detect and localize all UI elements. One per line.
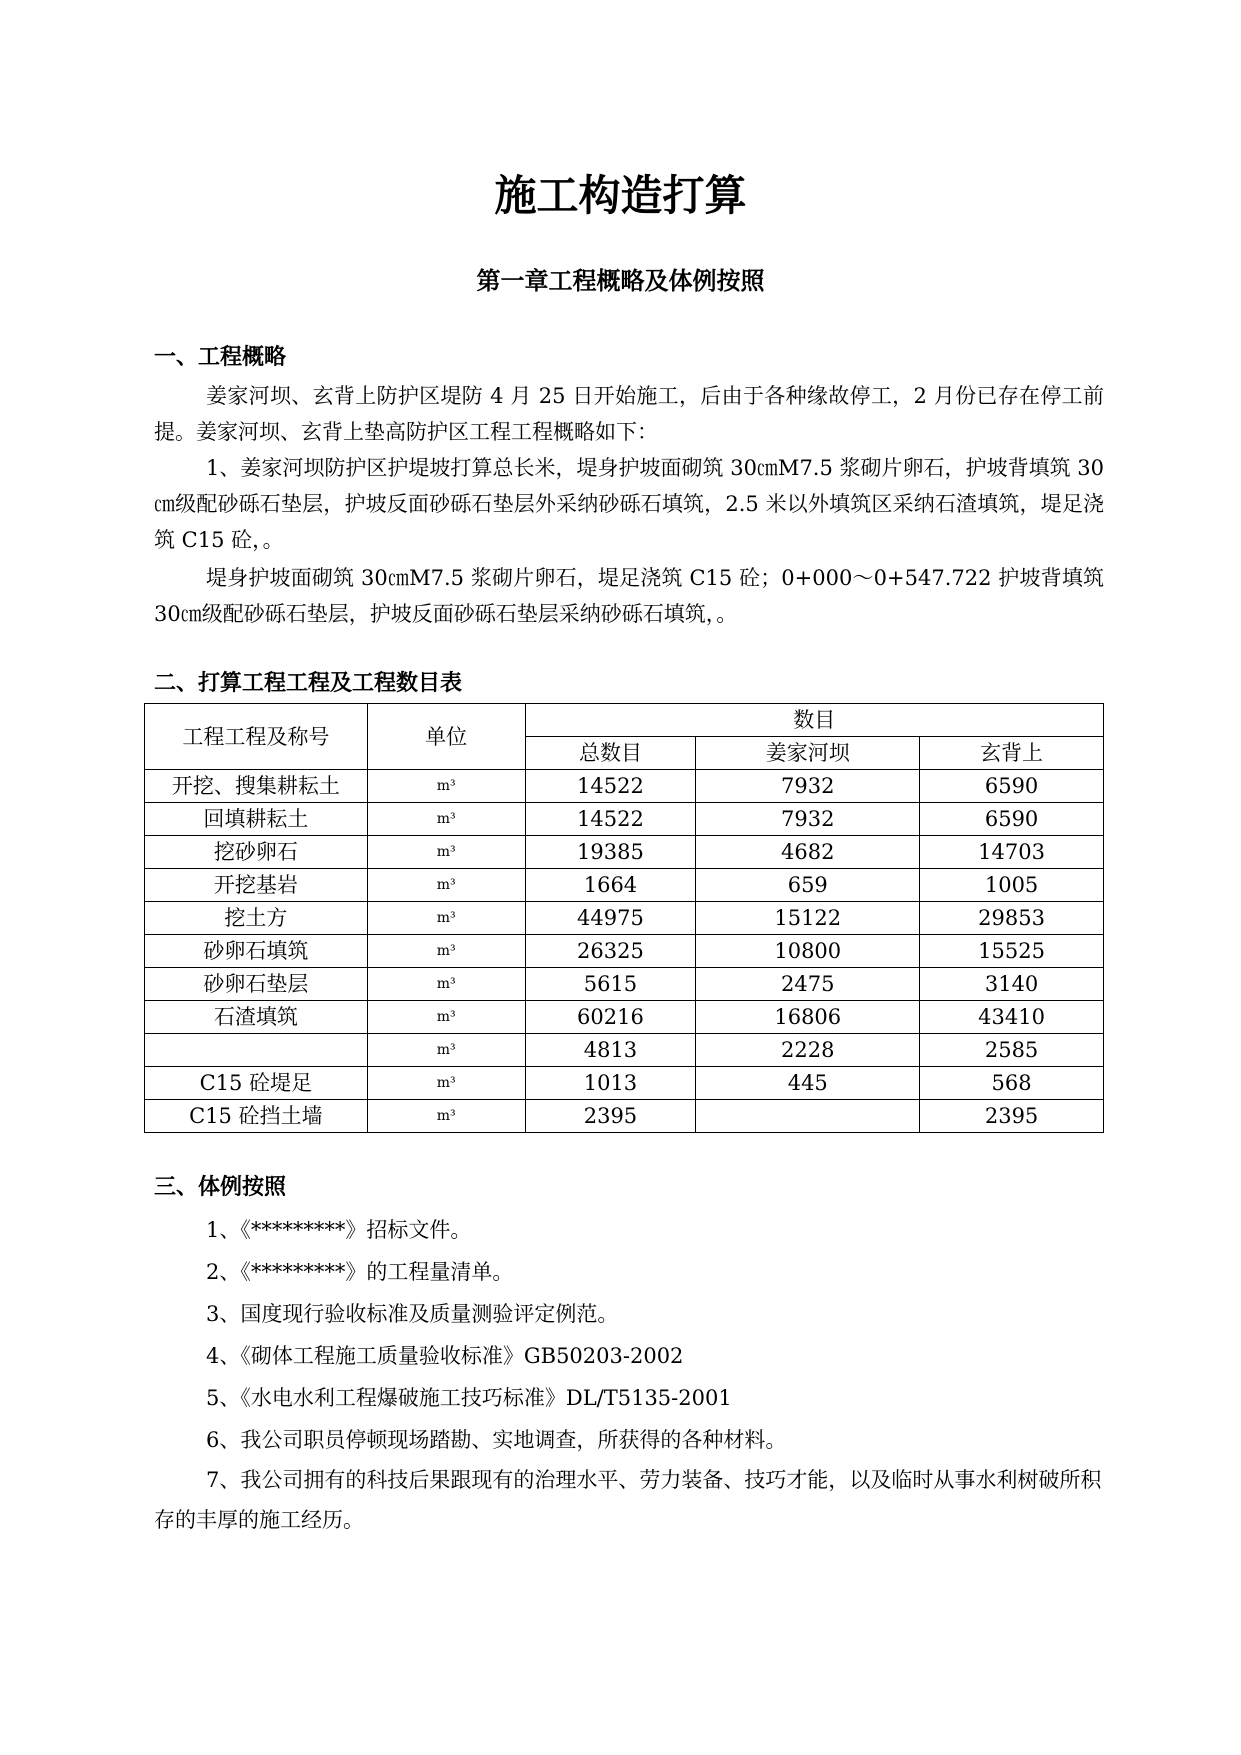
table-row xyxy=(145,770,1104,803)
cell-xuanbeishang: 2395 xyxy=(920,1100,1104,1133)
cell-unit: m³ xyxy=(367,902,525,935)
cell-unit: m³ xyxy=(367,803,525,836)
table-row xyxy=(145,1100,1104,1133)
cell-jiangjiahe: 4682 xyxy=(696,836,920,869)
table-row xyxy=(145,1034,1104,1067)
header-xuanbeishang: 玄背上 xyxy=(920,737,1104,770)
cell-unit: m³ xyxy=(367,1001,525,1034)
section-heading-quantities: 二、打算工程工程及工程数目表 xyxy=(154,671,463,696)
cell-item-name: 砂卵石填筑 xyxy=(145,935,368,968)
table-row xyxy=(145,1001,1104,1034)
cell-xuanbeishang: 43410 xyxy=(920,1001,1104,1034)
table-row xyxy=(145,869,1104,902)
cell-item-name: C15 砼挡土墙 xyxy=(145,1100,368,1133)
cell-total: 5615 xyxy=(525,968,696,1001)
header-quantity: 数目 xyxy=(525,704,1103,737)
cell-total: 1664 xyxy=(525,869,696,902)
cell-xuanbeishang: 2585 xyxy=(920,1034,1104,1067)
cell-total: 60216 xyxy=(525,1001,696,1034)
cell-jiangjiahe: 2228 xyxy=(696,1034,920,1067)
cell-xuanbeishang: 14703 xyxy=(920,836,1104,869)
cell-item-name: 开挖基岩 xyxy=(145,869,368,902)
cell-item-name xyxy=(145,1034,368,1067)
overview-paragraph-3: 堤身护坡面砌筑 30㎝M7.5 浆砌片卵石，堤足浇筑 C15 砼；0+000～0+547.722 护坡背填筑 30㎝级配砂砾石垫层，护坡反面砂砾石垫层采纳砂砾石填筑，。 xyxy=(154,566,1104,626)
header-item-name: 工程工程及称号 xyxy=(145,704,368,770)
basis-item: 6、我公司职员停顿现场踏勘、实地调查，所获得的各种材料。 xyxy=(206,1428,787,1452)
table-row xyxy=(145,968,1104,1001)
cell-jiangjiahe: 10800 xyxy=(696,935,920,968)
cell-total: 14522 xyxy=(525,770,696,803)
overview-paragraph-2: 1、姜家河坝防护区护堤坡打算总长米，堤身护坡面砌筑 30㎝M7.5 浆砌片卵石，护坡背填筑 30㎝级配砂砾石垫层，护坡反面砂砾石垫层外采纳砂砾石填筑，2.5 米以外填筑区采纳石渣填筑，堤足浇筑 C15 砼，。 xyxy=(154,456,1104,552)
cell-xuanbeishang: 29853 xyxy=(920,902,1104,935)
basis-item: 5、《水电水利工程爆破施工技巧标准》DL/T5135-2001 xyxy=(206,1386,732,1410)
chapter-heading: 第一章工程概略及体例按照 xyxy=(476,267,765,295)
cell-jiangjiahe xyxy=(696,1100,920,1133)
cell-total: 2395 xyxy=(525,1100,696,1133)
basis-item: 1、《*********》招标文件。 xyxy=(206,1218,472,1242)
cell-unit: m³ xyxy=(367,968,525,1001)
cell-item-name: 石渣填筑 xyxy=(145,1001,368,1034)
cell-jiangjiahe: 445 xyxy=(696,1067,920,1100)
cell-unit: m³ xyxy=(367,836,525,869)
cell-total: 44975 xyxy=(525,902,696,935)
cell-xuanbeishang: 568 xyxy=(920,1067,1104,1100)
cell-total: 1013 xyxy=(525,1067,696,1100)
document-title: 施工构造打算 xyxy=(494,171,747,220)
header-total: 总数目 xyxy=(525,737,696,770)
cell-item-name: 挖砂卵石 xyxy=(145,836,368,869)
quantity-table xyxy=(144,703,1104,1133)
cell-unit: m³ xyxy=(367,770,525,803)
basis-item: 2、《*********》的工程量清单。 xyxy=(206,1260,514,1284)
table-row xyxy=(145,803,1104,836)
cell-total: 26325 xyxy=(525,935,696,968)
cell-xuanbeishang: 6590 xyxy=(920,770,1104,803)
cell-unit: m³ xyxy=(367,1034,525,1067)
cell-total: 4813 xyxy=(525,1034,696,1067)
cell-jiangjiahe: 7932 xyxy=(696,770,920,803)
cell-jiangjiahe: 659 xyxy=(696,869,920,902)
table-row xyxy=(145,902,1104,935)
cell-item-name: 挖土方 xyxy=(145,902,368,935)
cell-xuanbeishang: 6590 xyxy=(920,803,1104,836)
cell-jiangjiahe: 2475 xyxy=(696,968,920,1001)
cell-unit: m³ xyxy=(367,869,525,902)
cell-unit: m³ xyxy=(367,935,525,968)
section-heading-overview: 一、工程概略 xyxy=(154,345,287,370)
cell-xuanbeishang: 15525 xyxy=(920,935,1104,968)
table-row xyxy=(145,836,1104,869)
table-row xyxy=(145,1067,1104,1100)
cell-xuanbeishang: 1005 xyxy=(920,869,1104,902)
header-jiangjiahe: 姜家河坝 xyxy=(696,737,920,770)
cell-xuanbeishang: 3140 xyxy=(920,968,1104,1001)
section-heading-basis: 三、体例按照 xyxy=(154,1175,287,1200)
cell-item-name: 砂卵石垫层 xyxy=(145,968,368,1001)
basis-item: 4、《砌体工程施工质量验收标准》GB50203-2002 xyxy=(206,1344,684,1368)
cell-item-name: 回填耕耘土 xyxy=(145,803,368,836)
cell-jiangjiahe: 16806 xyxy=(696,1001,920,1034)
cell-total: 19385 xyxy=(525,836,696,869)
basis-item: 3、国度现行验收标准及质量测验评定例范。 xyxy=(206,1302,619,1326)
cell-total: 14522 xyxy=(525,803,696,836)
table-header-row xyxy=(145,704,1104,737)
cell-item-name: C15 砼堤足 xyxy=(145,1067,368,1100)
table-row xyxy=(145,935,1104,968)
cell-item-name: 开挖、搜集耕耘土 xyxy=(145,770,368,803)
basis-item: 7、我公司拥有的科技后果跟现有的治理水平、劳力装备、技巧才能，以及临时从事水利树破所积存的丰厚的施工经历。 xyxy=(154,1468,1102,1532)
cell-jiangjiahe: 15122 xyxy=(696,902,920,935)
cell-unit: m³ xyxy=(367,1100,525,1133)
header-unit: 单位 xyxy=(367,704,525,770)
overview-paragraph-1: 姜家河坝、玄背上防护区堤防 4 月 25 日开始施工，后由于各种缘故停工，2 月份已存在停工前提。姜家河坝、玄背上垫高防护区工程工程概略如下： xyxy=(154,384,1104,444)
cell-unit: m³ xyxy=(367,1067,525,1100)
cell-jiangjiahe: 7932 xyxy=(696,803,920,836)
